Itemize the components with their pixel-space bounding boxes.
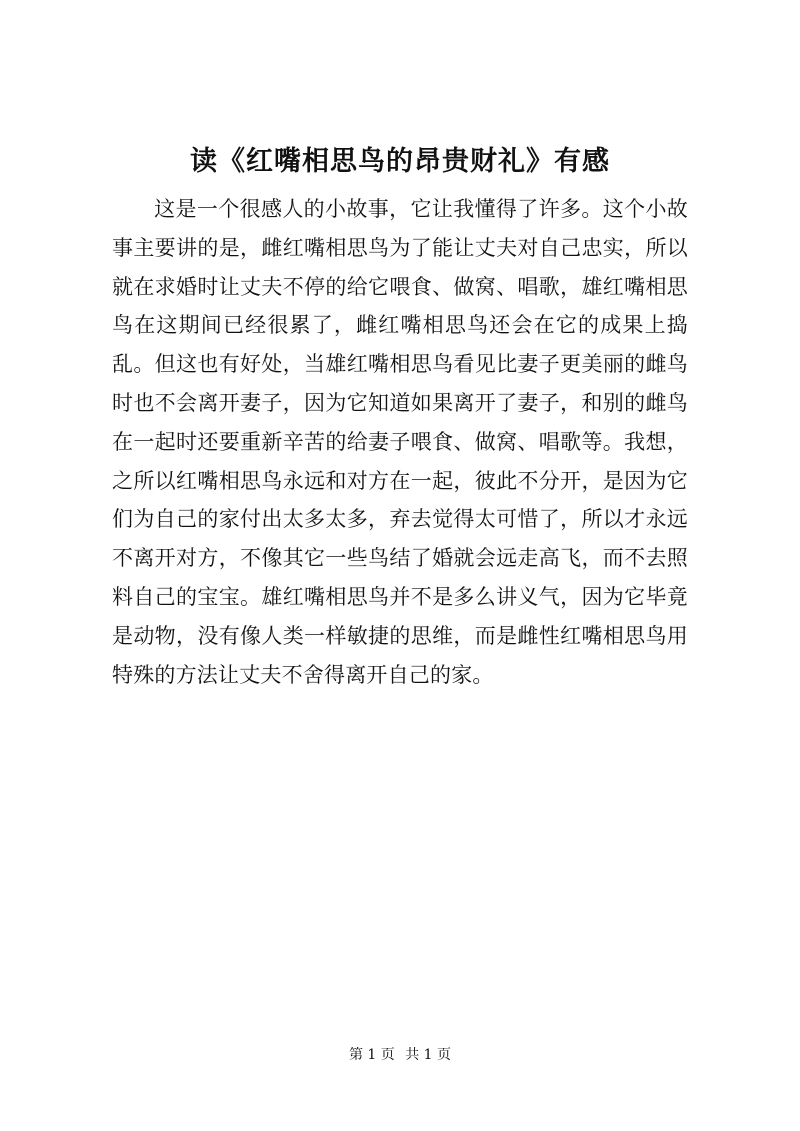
- page-number: 第 1 页: [348, 1047, 395, 1063]
- paragraph-text: 这是一个很感人的小故事，它让我懂得了许多。这个小故事主要讲的是，雌红嘴相思鸟为了能让丈夫对自己忠实，所以就在求婚时让丈夫不停的给它喂食、做窝、唱歌，雄红嘴相思鸟在这期间已经很累了，雌红嘴相思鸟还会在它的成果上捣乱。但这也有好处，当雄红嘴相思鸟看见比妻子更美丽的雌鸟时也不会离开妻子，因为它知道如果离开了妻子，和别的雌鸟在一起时还要重新辛苦的给妻子喂食、做窝、唱歌等。我想，之所以红嘴相思鸟永远和对方在一起，彼此不分开，是因为它们为自己的家付出太多太多，弃去觉得太可惜了，所以才永远不离开对方，不像其它一些鸟结了婚就会远走高飞，而不去照料自己的宝宝。雄红嘴相思鸟并不是多么讲义气，因为它毕竟是动物，没有像人类一样敏捷的思维，而是雌性红嘴相思鸟用特殊的方法让丈夫不舍得离开自己的家。: [112, 197, 688, 687]
- page-total: 共 1 页: [405, 1047, 452, 1063]
- page-title: 读《红嘴相思鸟的昂贵财礼》有感: [190, 146, 610, 177]
- body-paragraph: [112, 190, 688, 694]
- page-footer: [0, 1045, 800, 1065]
